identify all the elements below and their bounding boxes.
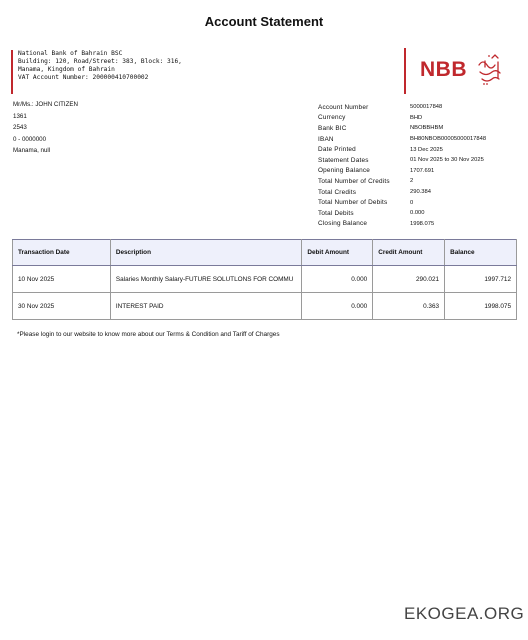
- row-value: 01 Nov 2025 to 30 Nov 2025: [410, 157, 484, 164]
- row-label: Total Number of Credits: [318, 177, 390, 185]
- bank-address-block: [11, 50, 241, 94]
- row-value: 1707.691: [410, 167, 435, 174]
- row-label: IBAN: [318, 135, 334, 143]
- row-value: 0: [410, 199, 414, 206]
- row-value: 1998.075: [410, 220, 435, 227]
- nbb-arabic-mark-icon: [476, 52, 504, 88]
- currency-row: [318, 113, 518, 124]
- customer-address-line: 1361: [13, 112, 27, 120]
- iban-row: [318, 134, 518, 145]
- row-value: 2: [410, 178, 414, 185]
- column-header-debit: Debit Amount: [302, 240, 373, 266]
- row-value: 5000017848: [410, 104, 443, 111]
- account-summary: [318, 102, 518, 229]
- debits-count-row: [318, 197, 518, 208]
- cell-date: 30 Nov 2025: [13, 293, 111, 320]
- table-header-row: [13, 240, 517, 266]
- customer-address-line: 2543: [13, 124, 27, 131]
- cell-description: Salaries Monthly Salary-FUTURE SOLUTLONS FOR COMMU: [110, 266, 302, 293]
- account-number-row: [318, 102, 518, 113]
- bank-bic-row: [318, 123, 518, 134]
- row-label: Bank BIC: [318, 124, 347, 132]
- bank-vat-number: VAT Account Number: 200000410700002: [18, 74, 149, 81]
- customer-name: Mr/Ms.: JOHN CITIZEN: [13, 101, 78, 108]
- table-row: [13, 293, 517, 320]
- customer-city: Manama, null: [13, 147, 51, 154]
- cell-date: 10 Nov 2025: [13, 266, 111, 293]
- date-printed-row: [318, 144, 518, 155]
- row-label: Closing Balance: [318, 220, 368, 228]
- row-label: Opening Balance: [318, 167, 371, 175]
- row-label: Total Number of Debits: [318, 199, 388, 207]
- row-value: BHD: [410, 114, 423, 121]
- column-header-description: Description: [110, 240, 302, 266]
- row-value: BH80NBOB00005000017848: [410, 136, 487, 143]
- watermark: EKOGEA.ORG: [404, 604, 525, 623]
- column-header-date: Transaction Date: [13, 240, 111, 266]
- column-header-balance: Balance: [445, 240, 517, 266]
- row-value: 13 Dec 2025: [410, 146, 443, 153]
- cell-debit: 0.000: [302, 293, 373, 320]
- row-value: NBOBBHBM: [410, 125, 444, 132]
- row-label: Statement Dates: [318, 156, 369, 164]
- bank-address-line: Manama, Kingdom of Bahrain: [18, 66, 115, 73]
- cell-balance: 1998.075: [445, 293, 517, 320]
- cell-balance: 1997.712: [445, 266, 517, 293]
- cell-credit: 290.021: [373, 266, 445, 293]
- bank-name: National Bank of Bahrain BSC: [18, 50, 123, 57]
- logo-text: NBB: [420, 58, 467, 81]
- row-label: Date Printed: [318, 146, 356, 154]
- cell-credit: 0.363: [373, 293, 445, 320]
- page-title: Account Statement: [204, 14, 324, 29]
- row-value: 290.384: [410, 189, 431, 196]
- statement-dates-row: [318, 155, 518, 166]
- row-label: Currency: [318, 114, 346, 122]
- cell-debit: 0.000: [302, 266, 373, 293]
- nbb-logo: [404, 48, 500, 94]
- closing-balance-row: [318, 219, 518, 230]
- opening-balance-row: [318, 166, 518, 177]
- transactions-table: [12, 239, 517, 320]
- bank-address-line: Building: 120, Road/Street: 383, Block: 316,: [18, 58, 182, 65]
- customer-address: [13, 99, 213, 157]
- table-row: [13, 266, 517, 293]
- customer-phone: 0 - 0000000: [13, 135, 47, 143]
- cell-description: INTEREST PAID: [110, 293, 302, 320]
- total-debits-row: [318, 208, 518, 219]
- row-label: Total Credits: [318, 188, 357, 196]
- row-label: Total Debits: [318, 209, 354, 217]
- terms-note: *Please login to our website to know more about our Terms & Condition and Tariff of Charges: [17, 331, 280, 338]
- total-credits-row: [318, 187, 518, 198]
- credits-count-row: [318, 176, 518, 187]
- row-value: 0.000: [410, 210, 425, 217]
- row-label: Account Number: [318, 103, 369, 111]
- column-header-credit: Credit Amount: [373, 240, 445, 266]
